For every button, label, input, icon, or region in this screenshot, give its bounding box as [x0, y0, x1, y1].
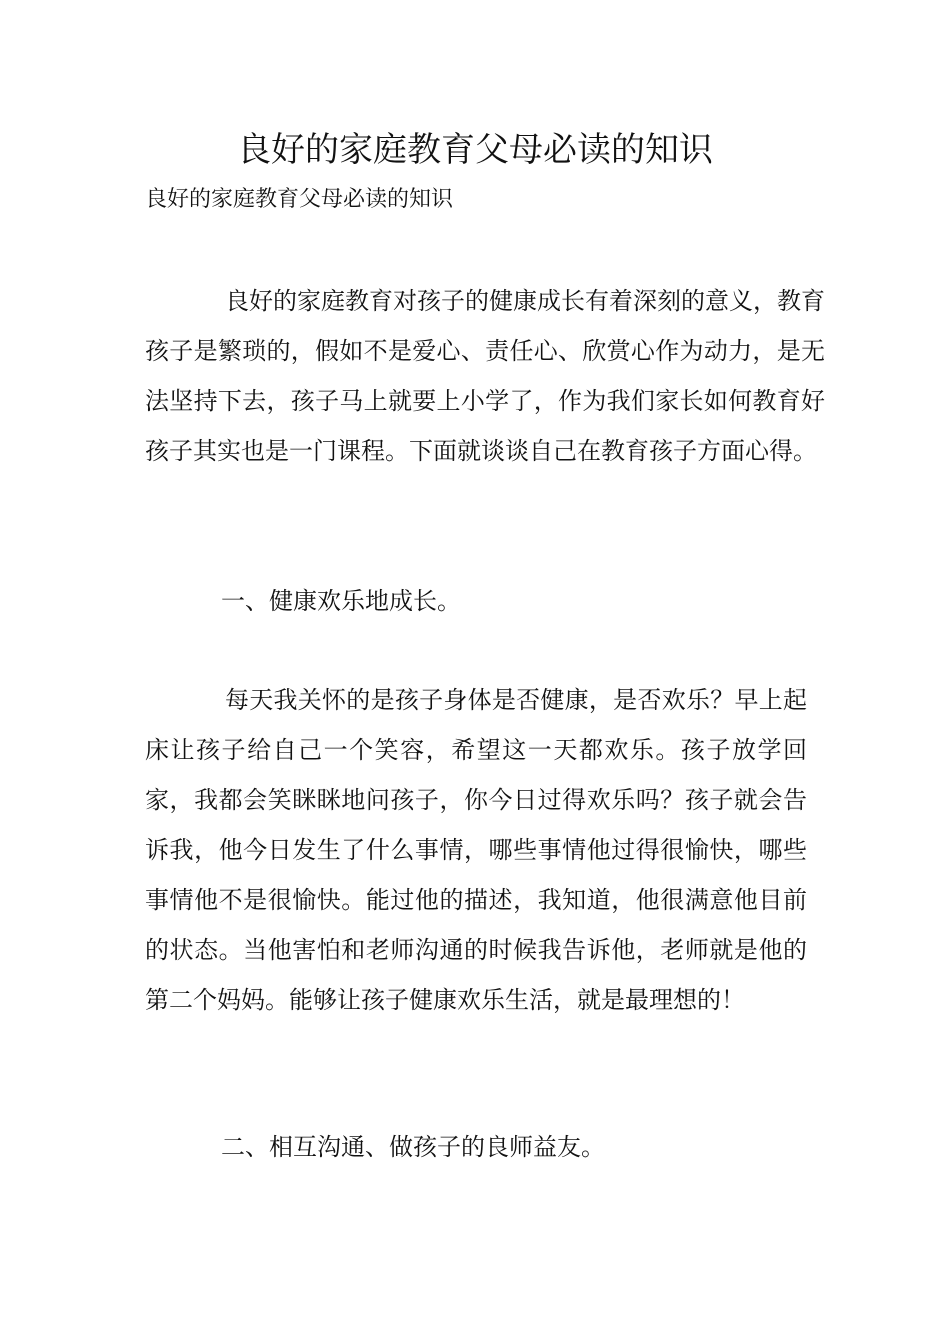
section-heading-2: 二、相互沟通、做孩子的良师益友。: [221, 1133, 605, 1161]
document-title: 良好的家庭教育父母必读的知识: [237, 130, 713, 170]
document-subtitle: 良好的家庭教育父母必读的知识: [145, 187, 454, 212]
intro-paragraph: 良好的家庭教育对孩子的健康成长有着深刻的意义，教育孩子是繁琐的，假如不是爱心、责任心、欣赏心作为动力，是无法坚持下去，孩子马上就要上小学了，作为我们家长如何教育好孩子其实也是一门课程。下面就谈谈自己在教育孩子方面心得。: [145, 287, 825, 465]
section-1-paragraph: 每天我关怀的是孩子身体是否健康，是否欢乐？早上起床让孩子给自己一个笑容，希望这一天都欢乐。孩子放学回家，我都会笑眯眯地问孩子，你今日过得欢乐吗？孩子就会告诉我，他今日发生了什么事情，哪些事情他过得很愉快，哪些事情他不是很愉快。能过他的描述，我知道，他很满意他目前的状态。当他害怕和老师沟通的时候我告诉他，老师就是他的第二个妈妈。能够让孩子健康欢乐生活，就是最理想的！: [145, 686, 807, 1014]
section-heading-1: 一、健康欢乐地成长。: [221, 587, 461, 615]
